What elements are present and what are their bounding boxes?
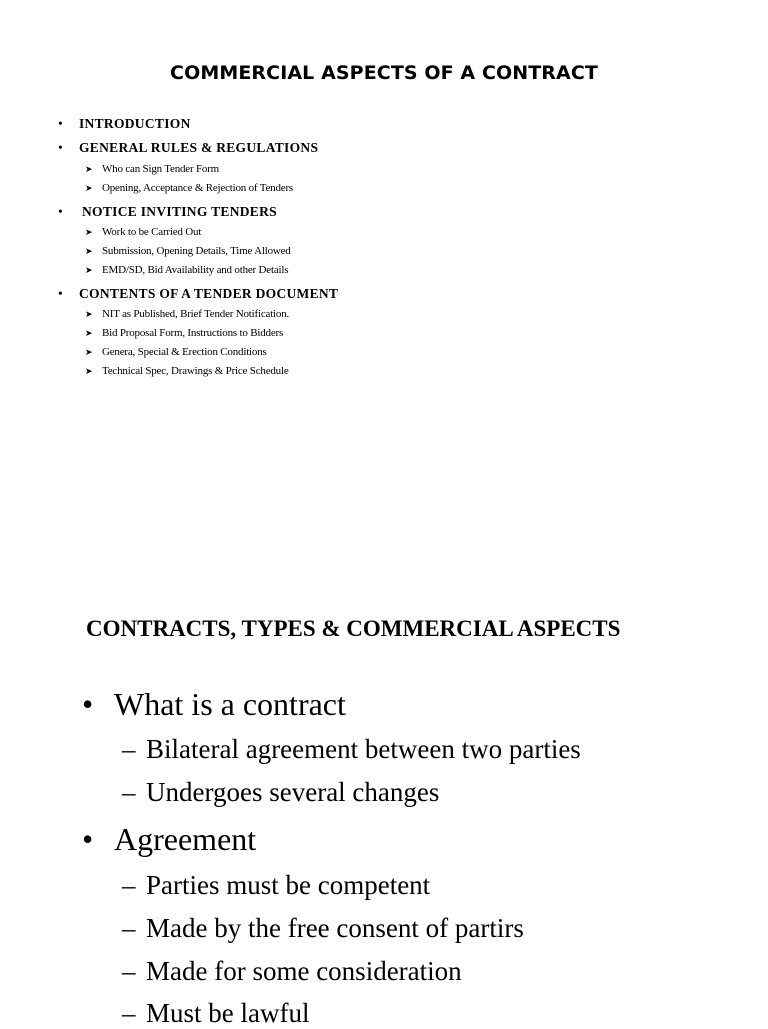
slide-1-title: COMMERCIAL ASPECTS OF A CONTRACT (170, 62, 598, 84)
list-item-label: NOTICE INVITING TENDERS (82, 204, 277, 219)
list-item-introduction (58, 116, 191, 132)
list-item-label: What is a contract (114, 686, 346, 722)
arrow-bullet-icon: ➤ (85, 246, 93, 256)
arrow-bullet-icon: ➤ (85, 183, 93, 193)
sub-item (85, 264, 288, 276)
list-item-label: INTRODUCTION (79, 116, 191, 131)
dash-bullet-icon: – (122, 913, 136, 943)
slide-2 (0, 512, 768, 1028)
sub-item (122, 734, 581, 765)
slide-2-title: CONTRACTS, TYPES & COMMERCIAL ASPECTS (86, 616, 621, 641)
dash-bullet-icon: – (122, 777, 136, 807)
list-item-label: Agreement (114, 821, 257, 857)
dash-bullet-icon: – (122, 998, 136, 1028)
dash-bullet-icon: – (122, 734, 136, 764)
sub-item (85, 308, 289, 320)
sub-item (122, 777, 439, 808)
arrow-bullet-icon: ➤ (85, 227, 93, 237)
sub-item-label: Parties must be competent (146, 870, 431, 900)
list-item-notice-inviting (58, 204, 277, 220)
bullet-icon: • (82, 821, 94, 857)
bullet-icon: • (58, 140, 64, 155)
arrow-bullet-icon: ➤ (85, 366, 93, 376)
sub-item (85, 245, 291, 257)
sub-item-label: Technical Spec, Drawings & Price Schedule (102, 365, 289, 377)
sub-item (122, 913, 524, 944)
list-item-agreement (82, 821, 256, 858)
dash-bullet-icon: – (122, 870, 136, 900)
sub-item (85, 163, 219, 175)
list-item-contents-tender (58, 286, 338, 302)
arrow-bullet-icon: ➤ (85, 347, 93, 357)
sub-item-label: Made by the free consent of partirs (146, 913, 524, 943)
sub-item (122, 998, 309, 1029)
sub-item-label: Genera, Special & Erection Conditions (102, 346, 267, 358)
sub-item-label: Made for some consideration (146, 956, 462, 986)
arrow-bullet-icon: ➤ (85, 164, 93, 174)
bullet-icon: • (58, 286, 64, 301)
slide-1 (0, 0, 768, 512)
list-item-what-is-contract (82, 686, 346, 723)
sub-item (85, 182, 293, 194)
sub-item-label: Opening, Acceptance & Rejection of Tenders (102, 182, 294, 194)
sub-item-label: Submission, Opening Details, Time Allowed (102, 245, 291, 257)
sub-item-label: EMD/SD, Bid Availability and other Details (102, 264, 289, 276)
sub-item (85, 365, 289, 377)
bullet-icon: • (58, 204, 64, 219)
list-item-label: CONTENTS OF A TENDER DOCUMENT (79, 286, 339, 301)
list-item-label: GENERAL RULES & REGULATIONS (79, 140, 319, 155)
sub-item (85, 327, 283, 339)
bullet-icon: • (82, 686, 94, 722)
sub-item-label: Must be lawful (146, 998, 310, 1028)
sub-item-label: Work to be Carried Out (102, 226, 202, 238)
sub-item-label: Undergoes several changes (146, 777, 440, 807)
sub-item (122, 870, 430, 901)
sub-item (85, 346, 267, 358)
arrow-bullet-icon: ➤ (85, 309, 93, 319)
sub-item-label: Who can Sign Tender Form (102, 163, 220, 175)
sub-item (85, 226, 201, 238)
dash-bullet-icon: – (122, 956, 136, 986)
bullet-icon: • (58, 116, 64, 131)
list-item-general-rules (58, 140, 318, 156)
sub-item-label: Bid Proposal Form, Instructions to Bidders (102, 327, 284, 339)
sub-item-label: Bilateral agreement between two parties (146, 734, 581, 764)
sub-item (122, 956, 462, 987)
arrow-bullet-icon: ➤ (85, 265, 93, 275)
sub-item-label: NIT as Published, Brief Tender Notification. (102, 308, 290, 320)
arrow-bullet-icon: ➤ (85, 328, 93, 338)
